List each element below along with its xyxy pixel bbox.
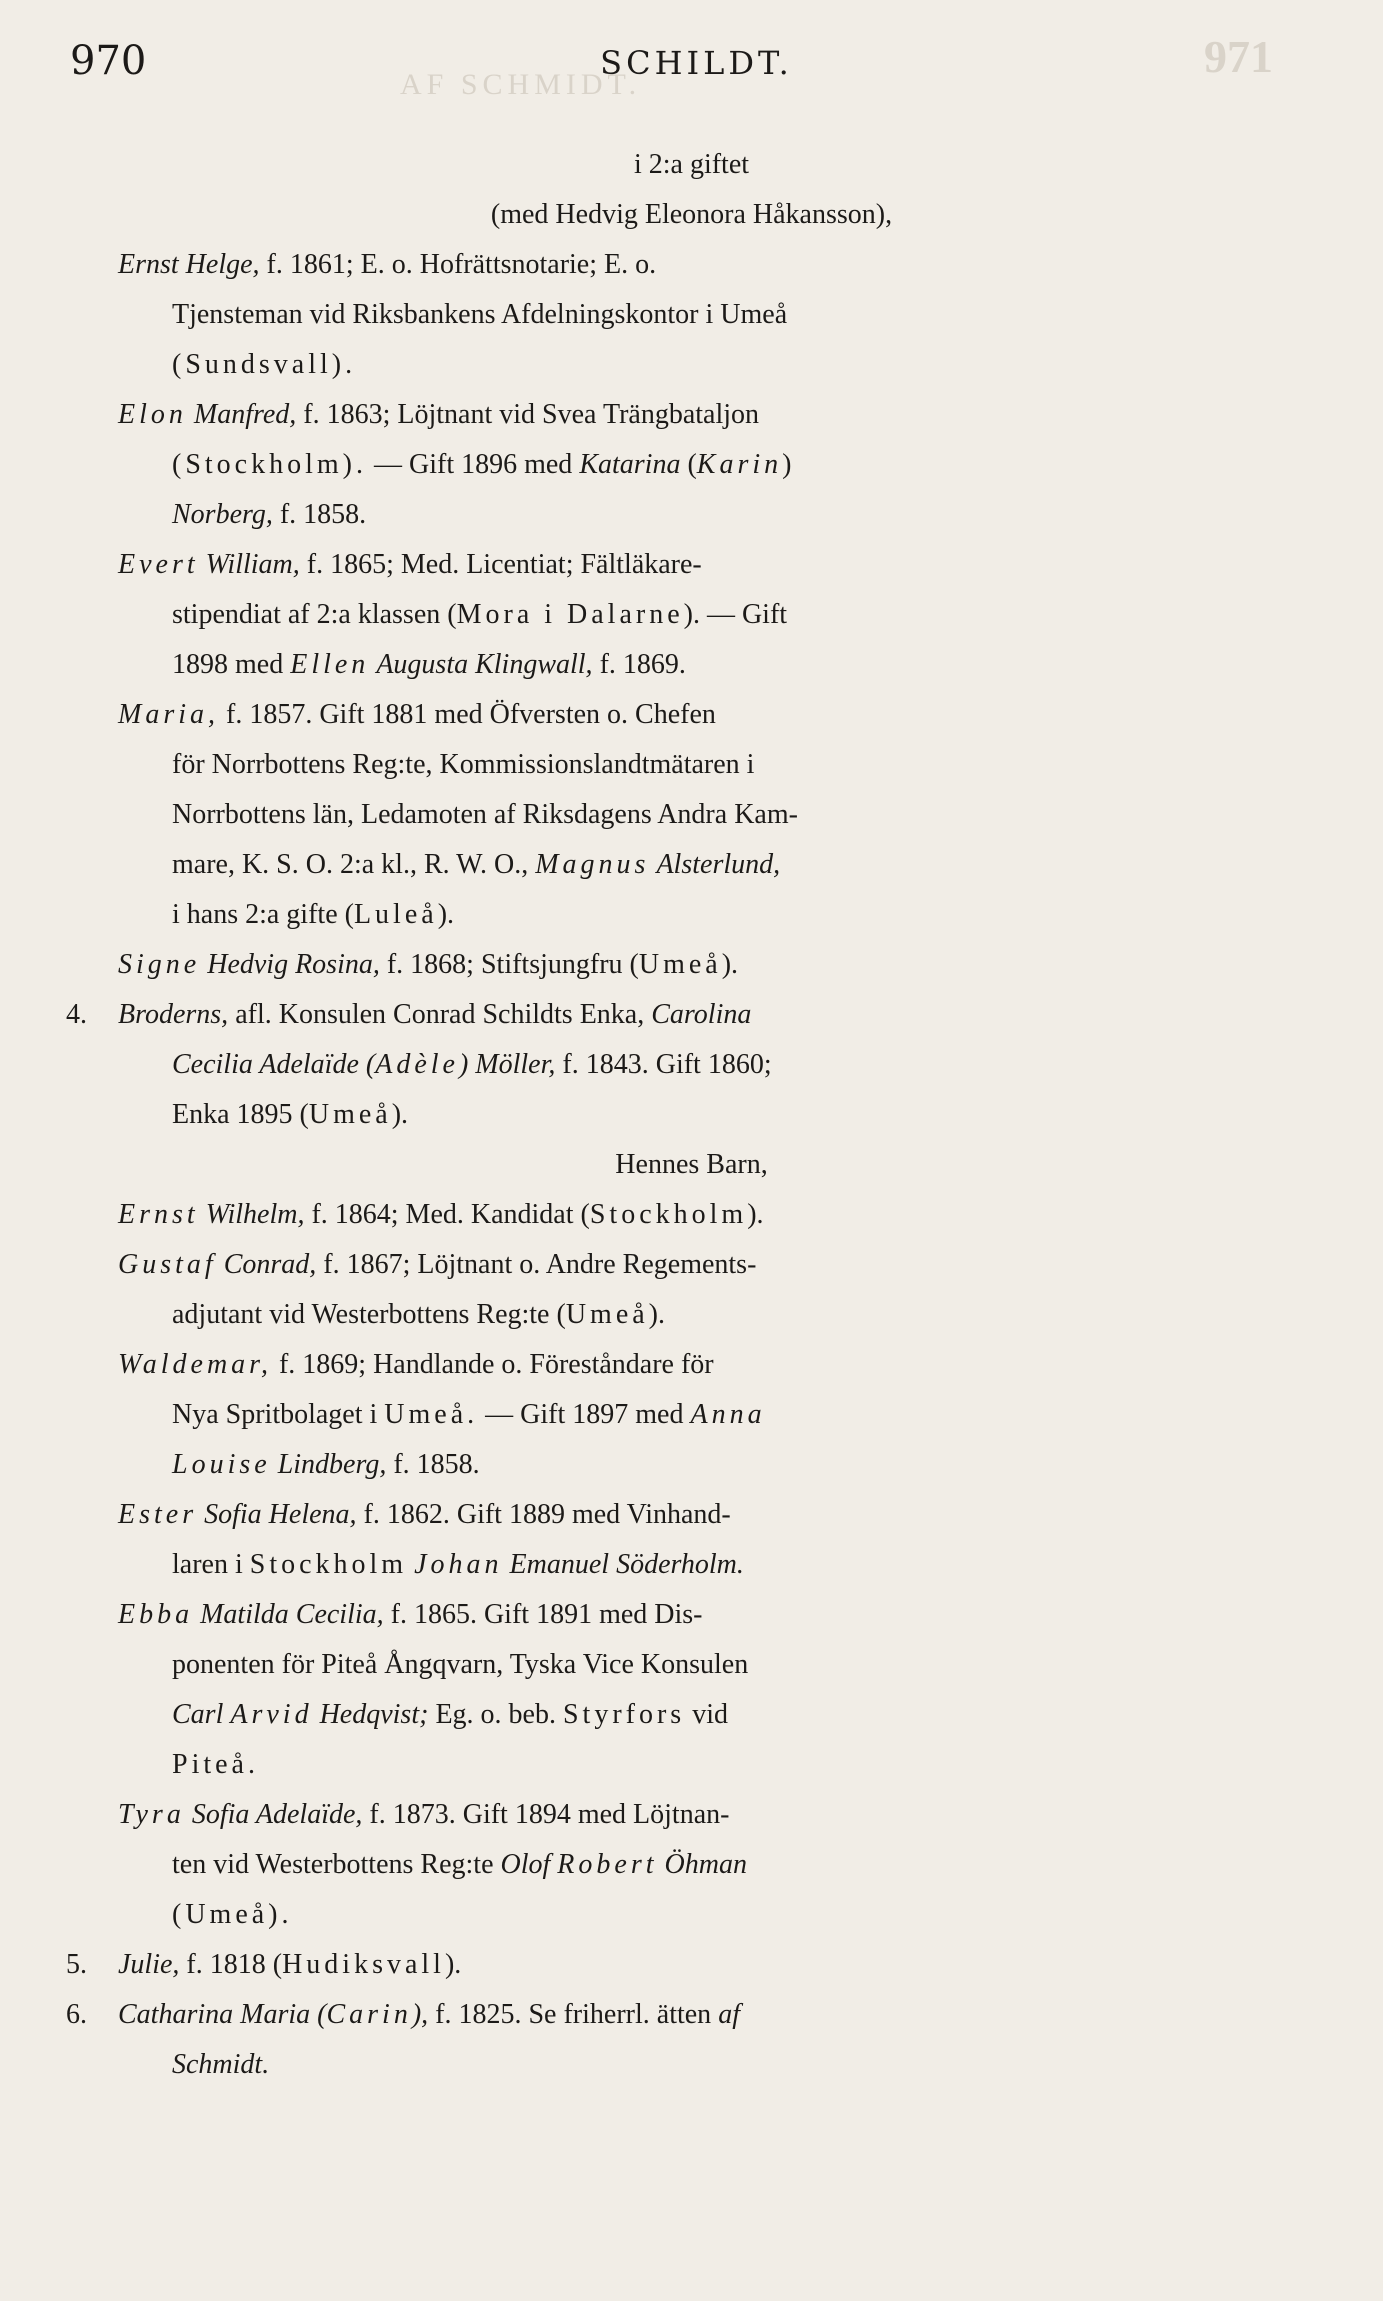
text-line	[0, 340, 1383, 390]
text-segment: laren i	[172, 1549, 250, 1580]
text-line	[0, 840, 1383, 890]
text-line	[0, 1390, 1383, 1440]
text-segment	[658, 1849, 665, 1880]
text-segment: ). — Gift	[683, 599, 788, 630]
name-text: Emanuel Söderholm.	[509, 1549, 744, 1580]
name-text: Matilda Cecilia,	[200, 1599, 384, 1630]
text-segment: Mora i Dalarne	[456, 599, 684, 630]
name-text: Cecilia Adelaïde (	[172, 1049, 376, 1080]
entry-number: 4.	[66, 999, 87, 1030]
text-segment: ).	[444, 1949, 462, 1980]
text-segment	[503, 1549, 510, 1580]
name-text: Adèle	[375, 1049, 459, 1080]
text-line	[0, 490, 1383, 540]
text-segment: Stockholm	[249, 1549, 408, 1580]
text-line	[0, 140, 1383, 190]
name-text: Tyra	[118, 1799, 185, 1830]
text-line	[0, 1140, 1383, 1190]
text-segment	[187, 399, 194, 430]
text-line	[0, 1040, 1383, 1090]
text-segment: afl. Konsulen Conrad Schildts Enka,	[228, 999, 652, 1030]
text-segment: Styrfors	[562, 1699, 686, 1730]
text-segment: (Umeå).	[172, 1899, 293, 1930]
name-text: Katarina	[579, 449, 681, 480]
name-text: Broderns,	[118, 999, 229, 1030]
text-line	[0, 540, 1383, 590]
text-body	[0, 140, 1383, 2090]
text-line	[0, 1990, 1383, 2040]
name-text: Augusta Klingwall,	[376, 649, 593, 680]
text-segment: Luleå	[353, 899, 438, 930]
text-line	[0, 440, 1383, 490]
text-segment: för Norrbottens Reg:te, Kommissionslandtmätaren i	[172, 749, 755, 780]
name-text: Robert	[557, 1849, 658, 1880]
name-text: af	[718, 1999, 740, 2030]
name-text: Alsterlund,	[656, 849, 781, 880]
name-text: Carolina	[651, 999, 752, 1030]
name-text: Magnus	[535, 849, 650, 880]
text-line	[0, 990, 1383, 1040]
bleed-through-page-number: 971	[1204, 31, 1273, 82]
text-segment: Norrbottens län, Ledamoten af Riksdagens Andra Kam-	[172, 799, 798, 830]
page-number: 970	[70, 38, 147, 84]
name-text: Julie,	[118, 1949, 180, 1980]
text-segment: Hennes Barn,	[615, 1149, 768, 1180]
text-segment: Umeå.	[384, 1399, 479, 1430]
running-head: SCHILDT.	[600, 44, 793, 82]
text-segment: adjutant vid Westerbottens Reg:te (	[172, 1299, 566, 1330]
text-segment: (	[680, 449, 697, 480]
text-segment: Enka 1895 (	[172, 1099, 309, 1130]
name-text: Catharina Maria (	[118, 1999, 327, 2030]
text-segment: stipendiat af 2:a klassen (	[172, 599, 457, 630]
text-segment: (Sundsvall).	[172, 349, 357, 380]
name-text: Ester	[118, 1499, 198, 1530]
name-text: Ellen	[290, 649, 370, 680]
text-segment: Eg. o. beb.	[428, 1699, 563, 1730]
text-segment: — Gift 1897 med	[478, 1399, 691, 1430]
text-segment: ).	[721, 949, 739, 980]
text-segment: f. 1861; E. o. Hofrättsnotarie; E. o.	[259, 249, 657, 280]
text-segment: ).	[391, 1099, 409, 1130]
text-segment: )	[782, 449, 792, 480]
name-text: Signe	[118, 949, 201, 980]
name-text: Carl	[172, 1699, 224, 1730]
text-segment: — Gift 1896 med	[367, 449, 580, 480]
text-line	[0, 1440, 1383, 1490]
text-segment: f. 1858.	[272, 499, 367, 530]
text-segment	[199, 549, 206, 580]
text-line	[0, 1490, 1383, 1540]
text-segment: f. 1818 (	[179, 1949, 283, 1980]
name-text: Olof	[500, 1849, 551, 1880]
text-line	[0, 1590, 1383, 1640]
text-segment: (Stockholm).	[172, 449, 367, 480]
text-segment: Umeå	[565, 1299, 649, 1330]
text-line	[0, 790, 1383, 840]
text-line	[0, 390, 1383, 440]
text-segment: ponenten för Piteå Ångqvarn, Tyska Vice Konsulen	[172, 1649, 749, 1680]
text-line	[0, 290, 1383, 340]
text-segment: 1898 med	[172, 649, 291, 680]
text-segment: i hans 2:a gifte (	[172, 899, 354, 930]
text-segment: f. 1858.	[386, 1449, 480, 1480]
text-segment: ).	[747, 1199, 764, 1230]
text-segment: f. 1867; Löjtnant o. Andre Regements-	[316, 1249, 757, 1280]
text-line	[0, 1940, 1383, 1990]
text-segment	[313, 1699, 320, 1730]
name-text: Hedqvist;	[319, 1699, 429, 1730]
text-line	[0, 940, 1383, 990]
text-line	[0, 740, 1383, 790]
text-segment: mare, K. S. O. 2:a kl., R. W. O.,	[172, 849, 536, 880]
text-segment	[199, 1199, 206, 1230]
text-line	[0, 1790, 1383, 1840]
text-segment: Nya Spritbolaget i	[172, 1399, 385, 1430]
text-segment: f. 1868; Stiftsjungfru (	[379, 949, 639, 980]
name-text: Elon	[118, 399, 187, 430]
text-segment: Umeå	[308, 1099, 392, 1130]
text-segment: ).	[437, 899, 455, 930]
text-line	[0, 1740, 1383, 1790]
text-line	[0, 1090, 1383, 1140]
name-text: Arvid	[230, 1699, 313, 1730]
name-text: Sofia Helena,	[204, 1499, 357, 1530]
entry-number: 6.	[66, 1999, 87, 2030]
name-text: Louise	[172, 1449, 271, 1480]
bleed-through-header: AF SCHMIDT.	[400, 68, 642, 101]
text-segment: ten vid Westerbottens Reg:te	[172, 1849, 501, 1880]
text-segment: vid	[685, 1699, 728, 1730]
name-text: Manfred,	[193, 399, 297, 430]
text-line	[0, 640, 1383, 690]
text-segment: f. 1843. Gift 1860;	[555, 1049, 772, 1080]
text-line	[0, 2040, 1383, 2090]
name-text: Gustaf	[118, 1249, 217, 1280]
text-segment	[217, 1249, 224, 1280]
text-line	[0, 190, 1383, 240]
text-segment: f. 1857. Gift 1881 med Öfversten o. Chefen	[219, 699, 716, 730]
text-segment	[185, 1799, 192, 1830]
text-segment: f. 1864; Med. Kandidat (	[304, 1199, 590, 1230]
name-text: Conrad,	[223, 1249, 317, 1280]
text-line	[0, 590, 1383, 640]
name-text: Karin	[696, 449, 783, 480]
text-line	[0, 1190, 1383, 1240]
text-segment: (med Hedvig Eleonora Håkansson),	[490, 199, 893, 230]
text-segment: Stockholm	[589, 1199, 748, 1230]
text-segment: f. 1825. Se friherrl. ätten	[428, 1999, 719, 2030]
name-text: ),	[411, 1999, 429, 2030]
text-line	[0, 1340, 1383, 1390]
name-text: Johan	[414, 1549, 503, 1580]
text-segment	[271, 1449, 278, 1480]
text-line	[0, 240, 1383, 290]
text-segment: f. 1873. Gift 1894 med Löjtnan-	[362, 1799, 730, 1830]
entry-number: 5.	[66, 1949, 87, 1980]
name-text: Anna	[690, 1399, 766, 1430]
text-segment: f. 1863; Löjtnant vid Svea Trängbataljon	[296, 399, 760, 430]
text-segment: f. 1869; Handlande o. Föreståndare för	[271, 1349, 714, 1380]
page-header	[70, 38, 1323, 94]
name-text: Öhman	[664, 1849, 747, 1880]
name-text: ) Möller,	[458, 1049, 556, 1080]
text-line	[0, 1690, 1383, 1740]
text-line	[0, 690, 1383, 740]
name-text: William,	[205, 549, 300, 580]
text-line	[0, 1240, 1383, 1290]
text-line	[0, 1290, 1383, 1340]
name-text: Waldemar,	[118, 1349, 272, 1380]
name-text: Schmidt.	[172, 2049, 270, 2080]
text-segment: Umeå	[638, 949, 722, 980]
text-segment: Hudiksvall	[282, 1949, 445, 1980]
name-text: Hedvig Rosina,	[207, 949, 380, 980]
name-text: Ebba	[118, 1599, 194, 1630]
name-text: Carin	[326, 1999, 412, 2030]
name-text: Maria,	[118, 699, 219, 730]
text-line	[0, 1840, 1383, 1890]
text-segment: ).	[648, 1299, 665, 1330]
text-line	[0, 1540, 1383, 1590]
text-line	[0, 1640, 1383, 1690]
text-segment: i 2:a giftet	[633, 149, 750, 180]
name-text: Evert	[118, 549, 199, 580]
name-text: Ernst Helge,	[118, 249, 260, 280]
text-segment: Tjensteman vid Riksbankens Afdelningskontor i Umeå	[172, 299, 788, 330]
name-text: Wilhelm,	[205, 1199, 305, 1230]
name-text: Sofia Adelaïde,	[191, 1799, 363, 1830]
text-segment: f. 1862. Gift 1889 med Vinhand-	[356, 1499, 731, 1530]
text-line	[0, 1890, 1383, 1940]
text-segment: f. 1865; Med. Licentiat; Fältläkare-	[299, 549, 702, 580]
text-segment: f. 1869.	[592, 649, 686, 680]
name-text: Norberg,	[172, 499, 273, 530]
name-text: Ernst	[118, 1199, 199, 1230]
text-segment: f. 1865. Gift 1891 med Dis-	[383, 1599, 703, 1630]
text-segment: Piteå.	[172, 1749, 259, 1780]
text-line	[0, 890, 1383, 940]
name-text: Lindberg,	[277, 1449, 387, 1480]
